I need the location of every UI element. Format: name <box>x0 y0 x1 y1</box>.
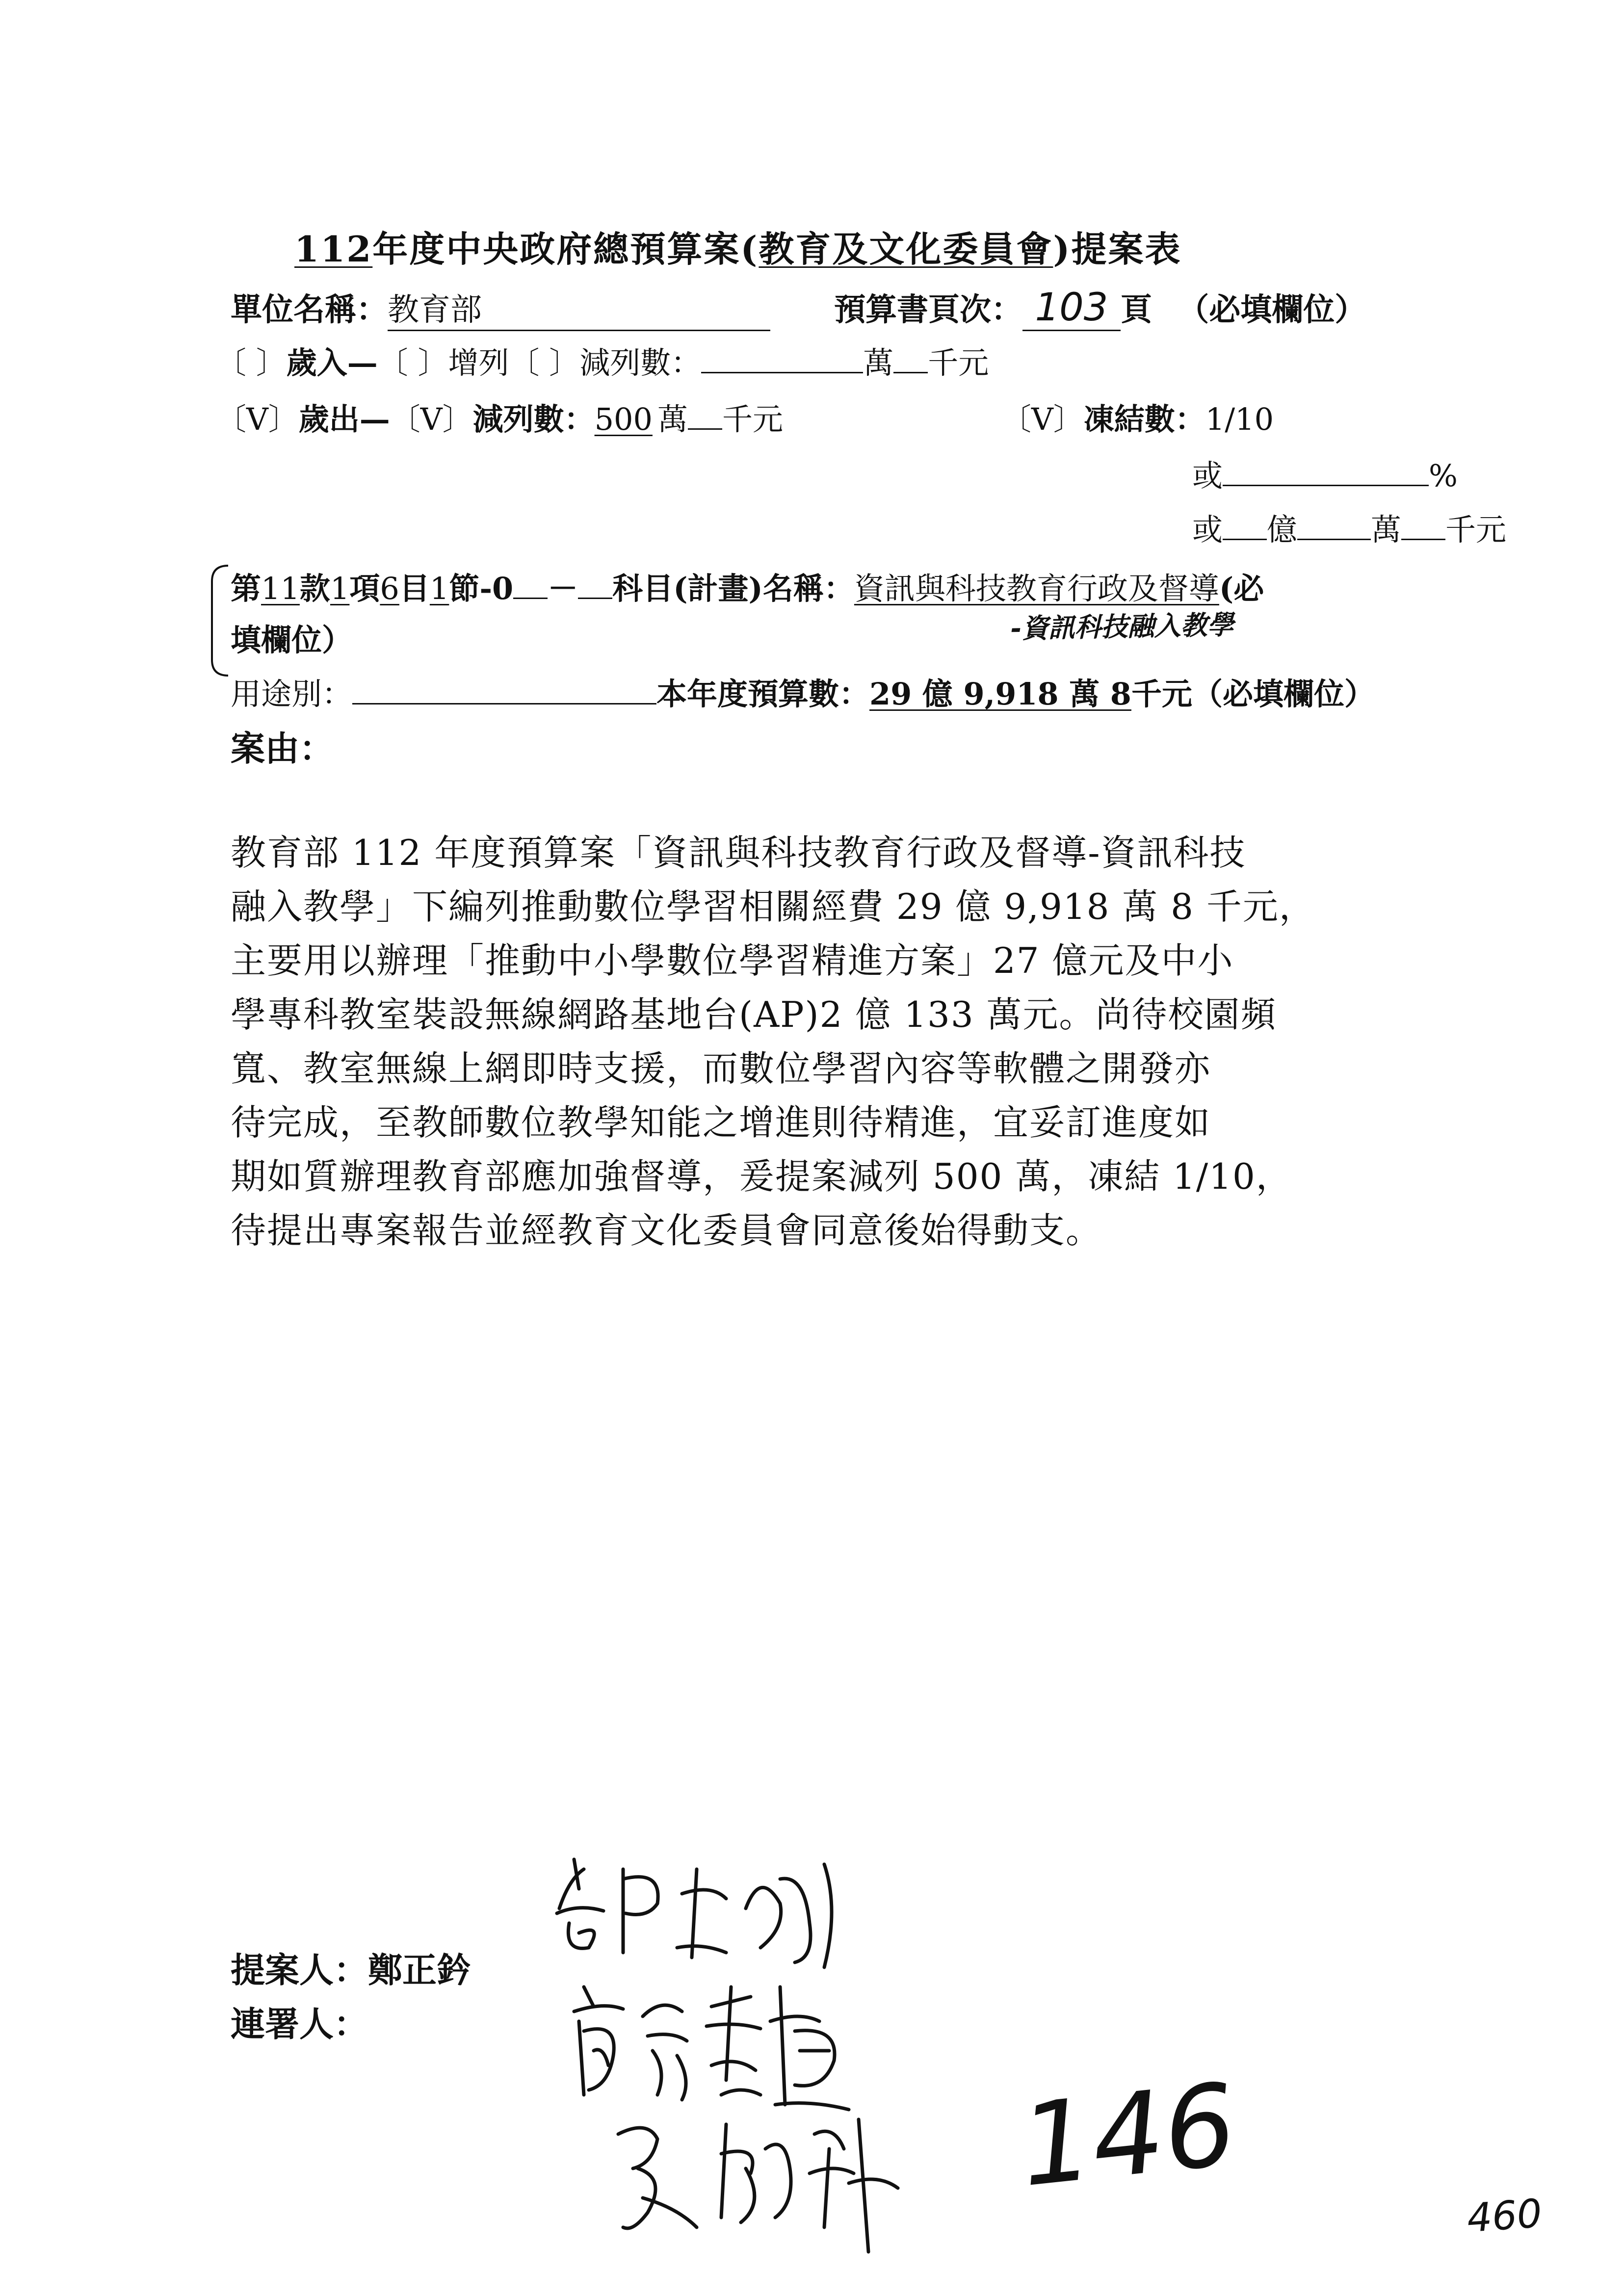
usage-label: 用途別： <box>231 676 353 712</box>
expenditure-box: 〔V〕 <box>216 401 299 437</box>
revenue-box: 〔 〕 <box>216 345 287 381</box>
expenditure-decrease-box: 〔V〕 <box>390 401 473 437</box>
expenditure-amount: 500 <box>594 401 653 437</box>
page-value: 103 <box>1022 286 1121 331</box>
page-label: 預算書頁次： <box>834 291 1022 328</box>
subject-kuan: 款 <box>299 571 330 606</box>
revenue-increase: 增列 <box>448 345 509 381</box>
expenditure-decrease-label: 減列數： <box>472 401 595 437</box>
expenditure-thousand-blank <box>688 398 722 430</box>
reason-line-6: 待完成，至教師數位教學知能之增進則待精進，宜妥訂進度如 <box>231 1102 1211 1143</box>
title-text-post: )提案表 <box>1053 228 1182 270</box>
usage-blank <box>352 673 656 704</box>
signature-3 <box>603 2105 908 2262</box>
or-amount-thousand: 千元 <box>1445 512 1507 548</box>
unit-line <box>231 285 770 331</box>
signature-2 <box>564 1967 859 2114</box>
revenue-line <box>216 339 989 382</box>
reason-line-4: 學專科教室裝設無線網路基地台(AP)2 億 133 萬元。尚待校園頻 <box>231 994 1277 1035</box>
revenue-amount-blank <box>701 341 863 373</box>
revenue-thousand-blank <box>893 341 928 373</box>
subject-blank-1 <box>513 567 548 599</box>
percent-sign: % <box>1429 458 1458 494</box>
subject-bracket <box>206 562 231 679</box>
or-amount-label: 或 <box>1192 512 1223 548</box>
budget-value: 29 億 9,918 萬 8 <box>869 676 1131 712</box>
budget-required: （必填欄位） <box>1192 676 1375 712</box>
freeze-line <box>1001 395 1274 439</box>
or-percent-label: 或 <box>1192 458 1223 494</box>
handwritten-number-146: 146 <box>1014 2059 1242 2213</box>
reason-line-2: 融入教學」下編列推動數位學習相關經費 29 億 9,918 萬 8 千元， <box>231 886 1315 927</box>
subject-line <box>231 564 1264 608</box>
page-suffix: 頁 <box>1121 291 1152 328</box>
revenue-thousand: 千元 <box>928 345 989 381</box>
subject-jie-num: 1 <box>429 571 449 606</box>
title-year: 112 <box>294 228 373 270</box>
reason-line-7: 期如質辦理教育部應加強督導，爰提案減列 500 萬，凍結 1/10， <box>231 1156 1292 1197</box>
reason-line-8: 待提出專案報告並經教育文化委員會同意後始得動支。 <box>231 1210 1102 1251</box>
page-required: （必填欄位） <box>1178 291 1366 328</box>
subject-handwritten-note: -資訊科技融入教學 <box>1010 609 1234 644</box>
subject-mu-num: 6 <box>380 571 399 606</box>
proposer-name: 鄭正鈐 <box>368 1950 471 1990</box>
title-text-pre: 年度中央政府總預算案( <box>372 228 759 270</box>
thousand-blank <box>1401 508 1445 540</box>
form-title <box>294 221 1181 272</box>
reason-label: 案由： <box>231 728 334 769</box>
subject-di: 第 <box>231 571 262 606</box>
subject-jie: 節-0 <box>449 571 514 606</box>
title-committee: 教育及文化委員會 <box>759 228 1053 270</box>
freeze-value: 1/10 <box>1205 401 1274 437</box>
handwritten-number-460: 460 <box>1465 2190 1544 2242</box>
subject-kuan-num: 11 <box>261 571 300 606</box>
subject-required-b: 填欄位） <box>231 622 353 658</box>
revenue-increase-box: 〔 〕 <box>377 345 448 381</box>
percent-blank <box>1223 454 1429 486</box>
revenue-wan: 萬 <box>863 345 894 381</box>
proposer-label: 提案人： <box>231 1950 368 1990</box>
subject-mu: 目 <box>399 571 430 606</box>
subject-dash: － <box>548 571 578 606</box>
subject-blank-2 <box>578 567 612 599</box>
subject-required-line <box>231 616 352 659</box>
freeze-box: 〔V〕 <box>1001 401 1084 437</box>
subject-xiang-num: 1 <box>330 571 350 606</box>
wan-blank <box>1297 508 1371 540</box>
cosigner-label: 連署人： <box>231 2004 368 2044</box>
reason-line-3: 主要用以辦理「推動中小學數位學習精進方案」27 億元及中小 <box>231 940 1234 981</box>
freeze-label: 凍結數： <box>1083 401 1205 437</box>
or-amount-yi: 億 <box>1267 512 1298 548</box>
expenditure-label: 歲出— <box>298 401 390 437</box>
expenditure-wan: 萬 <box>657 401 688 437</box>
expenditure-line <box>216 395 783 439</box>
or-amount-line <box>1192 505 1506 549</box>
or-percent-line <box>1192 451 1458 495</box>
expenditure-thousand: 千元 <box>722 401 783 437</box>
reason-line-1: 教育部 112 年度預算案「資訊與科技教育行政及督導-資訊科技 <box>231 832 1246 873</box>
subject-xiang: 項 <box>349 571 380 606</box>
yi-blank <box>1223 508 1267 540</box>
budget-label: 本年度預算數： <box>656 676 870 712</box>
subject-name-value: 資訊與科技教育行政及督導 <box>854 571 1219 606</box>
revenue-decrease-box: 〔 〕 <box>509 345 580 381</box>
unit-label: 單位名稱： <box>231 291 388 328</box>
revenue-decrease-label: 減列數： <box>579 345 702 381</box>
subject-required-a: (必 <box>1219 571 1264 606</box>
unit-value: 教育部 <box>388 285 770 331</box>
or-amount-wan: 萬 <box>1371 512 1402 548</box>
proposer-line <box>231 1943 471 1992</box>
page-number-line <box>834 285 1366 331</box>
signature-1 <box>550 1850 854 1972</box>
budget-suffix: 千元 <box>1131 676 1192 712</box>
subject-name-label: 科目(計畫)名稱： <box>612 571 854 606</box>
reason-line-5: 寬、教室無線上網即時支援，而數位學習內容等軟體之開發亦 <box>231 1048 1211 1089</box>
revenue-label: 歲入— <box>286 345 378 381</box>
usage-line <box>231 670 1375 713</box>
